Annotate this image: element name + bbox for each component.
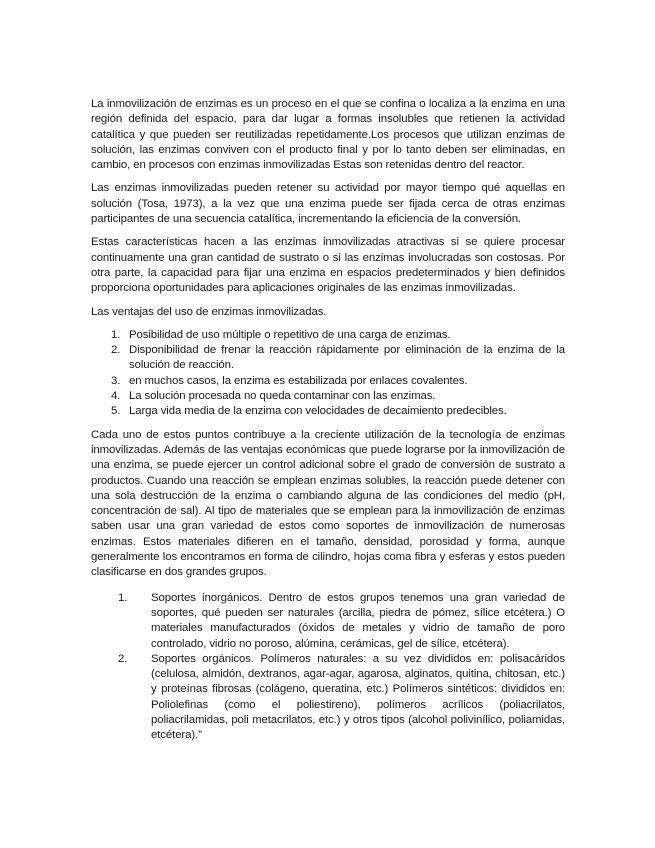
paragraph-closing: Cada uno de estos puntos contribuye a la creciente utilización de la tecnología de enzimas inmovilizadas. Además de las ventajas económicas que puede lograrse por la inmovilización de una enzima, se puede ejercer un control adicional sobre el grado de conversión de sustrato a productos. Cuando una reacción se emplean enzimas solubles, la reacción puede detener con una sola destrucción de la enzima o cambiando alguna de las condiciones del medio (pH, concentración de sal). Al tipo de materiales que se emplean para la inmovilización de enzimas saben usar una gran variedad de estos como soportes de inmovilización de numerosas enzimas. Estos materiales difieren en el tamaño, densidad, porosidad y forma, aunque generalmente los encontramos en forma de cilindro, hojas coma fibra y esferas y estos pueden clasificarse en dos grandes grupos. bbox=[91, 428, 565, 579]
list-item: 4. La solución procesada no queda contaminar con las enzimas. bbox=[111, 390, 436, 403]
list-item: 2. Soportes orgánicos. Polímeros naturales: a su vez divididos en: polisacáridos (celulosa, almidón, dextranos, agar-agar, agarosa, alginatos, quitina, chitosan, etc.) y proteínas fibrosas (colágeno, queratina, etc.) Polímeros sintéticos: divididos en: Poliolefinas (como el poliestireno), polímeros acrílicos (poliacrilatos, poliacrilamidas, poli metacrilatos, etc.) y otros tipos (alcohol polivinílico, poliamidas, etcétera).” bbox=[118, 652, 565, 742]
list-item: 5. Larga vida media de la enzima con velocidades de decaimiento predecibles. bbox=[111, 405, 507, 418]
paragraph-retention: Las enzimas inmovilizadas pueden retener su actividad por mayor tiempo qué aquellas en solución (Tosa, 1973), a la vez que una enzima puede ser fijada cerca de otras enzimas participantes de una secuencia catalítica, incrementando la eficiencia de la conversión. bbox=[91, 182, 565, 226]
list-item: 2. Disponibilidad de frenar la reacción rápidamente por eliminación de la enzima de la solución de reacción. bbox=[111, 344, 565, 372]
paragraph-advantages-heading: Las ventajas del uso de enzimas inmovilizadas. bbox=[91, 305, 327, 318]
paragraph-characteristics: Estas características hacen a las enzimas inmovilizadas atractivas si se quiere procesar continuamente una gran cantidad de sustrato o si las enzimas involucradas son costosas. Por otra parte, la capacidad para fijar una enzima en espacios predeterminados y bien definidos proporciona oportunidades para aplicaciones originales de las enzimas inmovilizadas. bbox=[91, 236, 565, 295]
advantages-list bbox=[91, 328, 565, 420]
list-item: 1. Soportes inorgánicos. Dentro de estos grupos tenemos una gran variedad de soportes, qué pueden ser naturales (arcilla, piedra de pómez, sílice etcétera.) O materiales manufacturados (óxidos de metales y vidrio de tamaño de poro controlado, vidrio no poroso, alúmina, cerámicas, gel de sílice, etcétera). bbox=[118, 591, 565, 650]
document-body bbox=[91, 97, 565, 752]
list-item: 1. Posibilidad de uso múltiple o repetitivo de una carga de enzimas. bbox=[111, 328, 451, 341]
paragraph-intro: La inmovilización de enzimas es un proceso en el que se confina o localiza a la enzima en una región definida del espacio, para dar lugar a formas insolubles que retienen la actividad catalítica y que pueden ser reutilizadas repetidamente.Los procesos que utilizan enzimas de solución, las enzimas conviven con el producto final y por lo tanto deben ser eliminadas, en cambio, en procesos con enzimas inmovilizadas Estas son retenidas dentro del reactor. bbox=[91, 98, 565, 172]
list-item: 3. en muchos casos, la enzima es estabilizada por enlaces covalentes. bbox=[111, 374, 468, 387]
support-groups-list bbox=[91, 591, 565, 744]
